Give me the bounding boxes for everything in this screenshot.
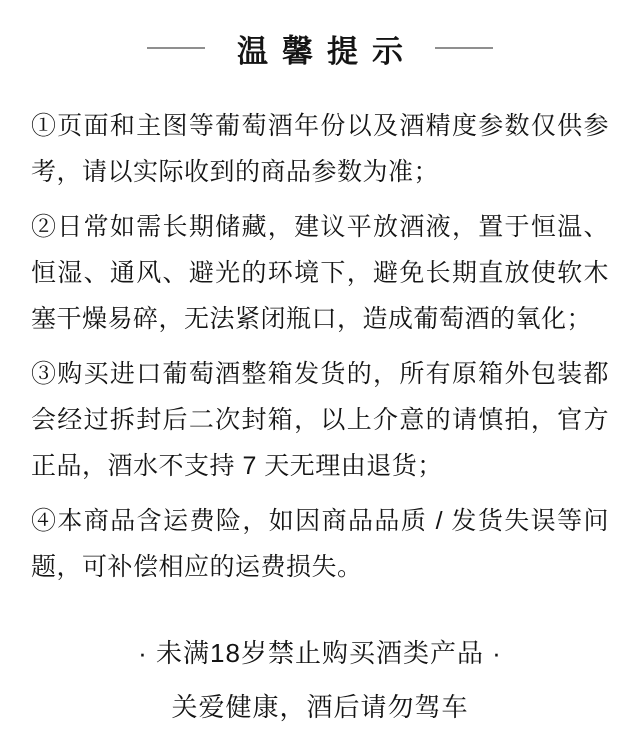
tip-item-3: ③购买进口葡萄酒整箱发货的，所有原箱外包装都会经过拆封后二次封箱，以上介意的请慎拍，官方正品，酒水不支持 7 天无理由退货； xyxy=(31,360,609,480)
tips-list xyxy=(0,103,640,590)
title-left-divider xyxy=(147,47,205,49)
page-footer xyxy=(0,638,640,722)
age-restriction-notice: · 未满18岁禁止购买酒类产品 · xyxy=(138,638,502,668)
health-notice: 关爱健康，酒后请勿驾车 xyxy=(171,692,469,722)
page-header xyxy=(0,26,640,70)
tip-item-1: ①页面和主图等葡萄酒年份以及酒精度参数仅供参考，请以实际收到的商品参数为准； xyxy=(31,112,609,186)
page-title: 温馨提示 xyxy=(237,33,417,70)
title-right-divider xyxy=(435,47,493,49)
tip-item-4: ④本商品含运费险，如因商品品质 / 发货失误等问题，可补偿相应的运费损失。 xyxy=(31,507,609,581)
tip-item-2: ②日常如需长期储藏，建议平放酒液，置于恒温、恒湿、通风、避光的环境下，避免长期直放使软木塞干燥易碎，无法紧闭瓶口，造成葡萄酒的氧化； xyxy=(31,213,609,333)
